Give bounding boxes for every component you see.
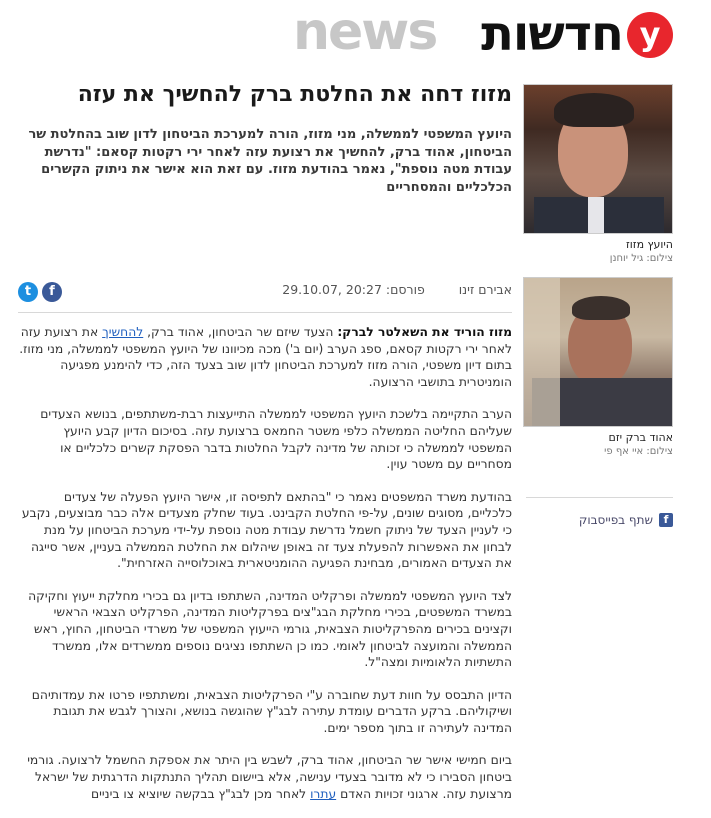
published-date: 29.10.07, 20:27 [282,282,382,297]
divider [18,312,512,313]
paragraph: לצד היועץ המשפטי לממשלה ופרקליט המדינה, השתתפו בדיון גם בכירי מחלקת ייעוץ וחקיקה במשרד המשפטים, בכירי מחלקת הבג"צים בפרקליטות המדינה, הפרקליט הצבאי הראשי וקצינים בכירים מהפרקליטות הצבאית, גורמי הייעוץ המשפטי של משרדי הביטחון, החוץ, ראש הממשלה והמועצה לביטחון לאומי. כמו כן השתתפו נציגים נוספים ממשרדים אלו, ממשרד התשתיות הלאומיות ומצה"ל. [28,588,512,670]
paragraph-text: ביום חמישי אישר שר הביטחון, אהוד ברק, לשבש בין היתר את אספקת החשמל לרצועה. גורמי ביטחון הסבירו כי לא מדובר בצעדי ענישה, אלא ביישום תהליך התנתקות הדרגתית של ישראל מרצועת עזה. ארגוני זכויות האדם [27,753,512,801]
paragraph-text: לאחר מכן לבג"ץ בבקשה שיוציא צו ביניים [91,786,311,801]
logo-circle-icon: y [627,12,673,58]
facebook-icon[interactable]: f [42,282,62,302]
paragraph-text: הצעד שיזם שר הביטחון, אהוד ברק, [143,325,338,339]
sidebar [525,84,673,458]
paragraph: בהודעת משרד המשפטים נאמר כי "בהתאם לתפיסה זו, אישר היועץ הפעלה של צעדים כלכליים, מסוגים שונים, על-פי החלטת הקבינט. בעוד שחלק מצעדים אלה כבר מבוצעים, נקבע כי לעניין הצעד של ניתוק חשמל נדרשת עבודת מטה נוספת על-ידי מערכת הביטחון על מנת לבחון את האפשרות להפעלת צעד זה באופן שיהלום את החלטת הממשלה בעניין, אשר סייגה את הצעדים האמורים, מבחינת הפגיעה ההומניטארית באוכלוסייה האזרחית". [21,489,512,571]
photo-credit: צילום: גיל יוחנן [609,253,673,264]
author-name[interactable]: אבירם זינו [458,282,512,297]
inline-link[interactable]: עתרו [310,786,337,801]
site-logo[interactable] [293,2,673,66]
paragraph: הערב התקיימה בלשכת היועץ המשפטי לממשלה התייעצות רבת-משתתפים, בנושא הצעדים שעליהם החליטה הממשלה כלפי משטר החמאס ברצועת עזה. בסיכום הדיון קבע היועץ המשפטי לממשלה כי זכותה של מדינה לקבל החלטות בדבר הפסקת קשרים כלכליים או מסחריים עם משטר עוין. [40,407,512,472]
twitter-icon[interactable]: t [18,282,38,302]
paragraph: הדיון התבסס על חוות דעת שחוברה ע"י הפרקליטות הצבאית, ומשתתפיו פרטו את עמדותיהם ושיקוליהם. ברקע הדברים עומדת עתירה לבג"ץ שהוגשה בנושא, והצורך לגבש את תגובת המדינה לעתירה זו בתוך מספר ימים. [31,687,512,735]
paragraph-lead-in: מזוז הוריד את השאלטר לברק: [337,325,512,339]
photo-caption: אהוד ברק יזם [608,431,673,444]
article-body [18,324,512,818]
social-buttons [18,282,62,302]
logo-news-text: news [293,2,437,62]
photo-barak[interactable] [523,277,673,427]
share-label: שתף בפייסבוק [578,513,653,527]
share-facebook-button[interactable] [579,513,673,527]
inline-link[interactable]: להחשיך [102,325,144,339]
byline [282,282,512,297]
photo-mazuz[interactable] [523,84,673,234]
published-label: פורסם: [385,282,425,297]
logo-hebrew-text: חדשות [481,6,623,62]
photo-credit: צילום: איי אף פי [604,446,673,457]
paragraph [18,752,512,802]
sidebar-divider [526,497,673,498]
photo-caption: היועץ מזוז [625,238,673,251]
paragraph [18,324,512,390]
facebook-icon: f [659,513,673,527]
paragraph-text: את רצועת עזה לאחר ירי רקטות קסאם, ספג הערב (יום ב') מכה מכיוונו של היועץ המשפטי לממשלה, מני מזוז. בתום דיון משפטי, הורה מזוז למערכת הביטחון לדון שוב בצעד הזה, כדי להימנע מפגיעה הומניטרית בתושבי הרצועה. [19,325,512,389]
article-lead: היועץ המשפטי לממשלה, מני מזוז, הורה למערכת הביטחון לדון שוב בהחלטת שר הביטחון, אהוד ברק, להחשיך את רצועת עזה לאחר ירי רקטות קסאם: "נדרשת עבודת מטה נוספת", נאמר בהודעת מזוז. עם זאת הוא אישר את ניתוק הקשרים הכלכליים והמסחריים [28,127,512,195]
article-title: מזוז דחה את החלטת ברק להחשיך את עזה [77,82,512,107]
